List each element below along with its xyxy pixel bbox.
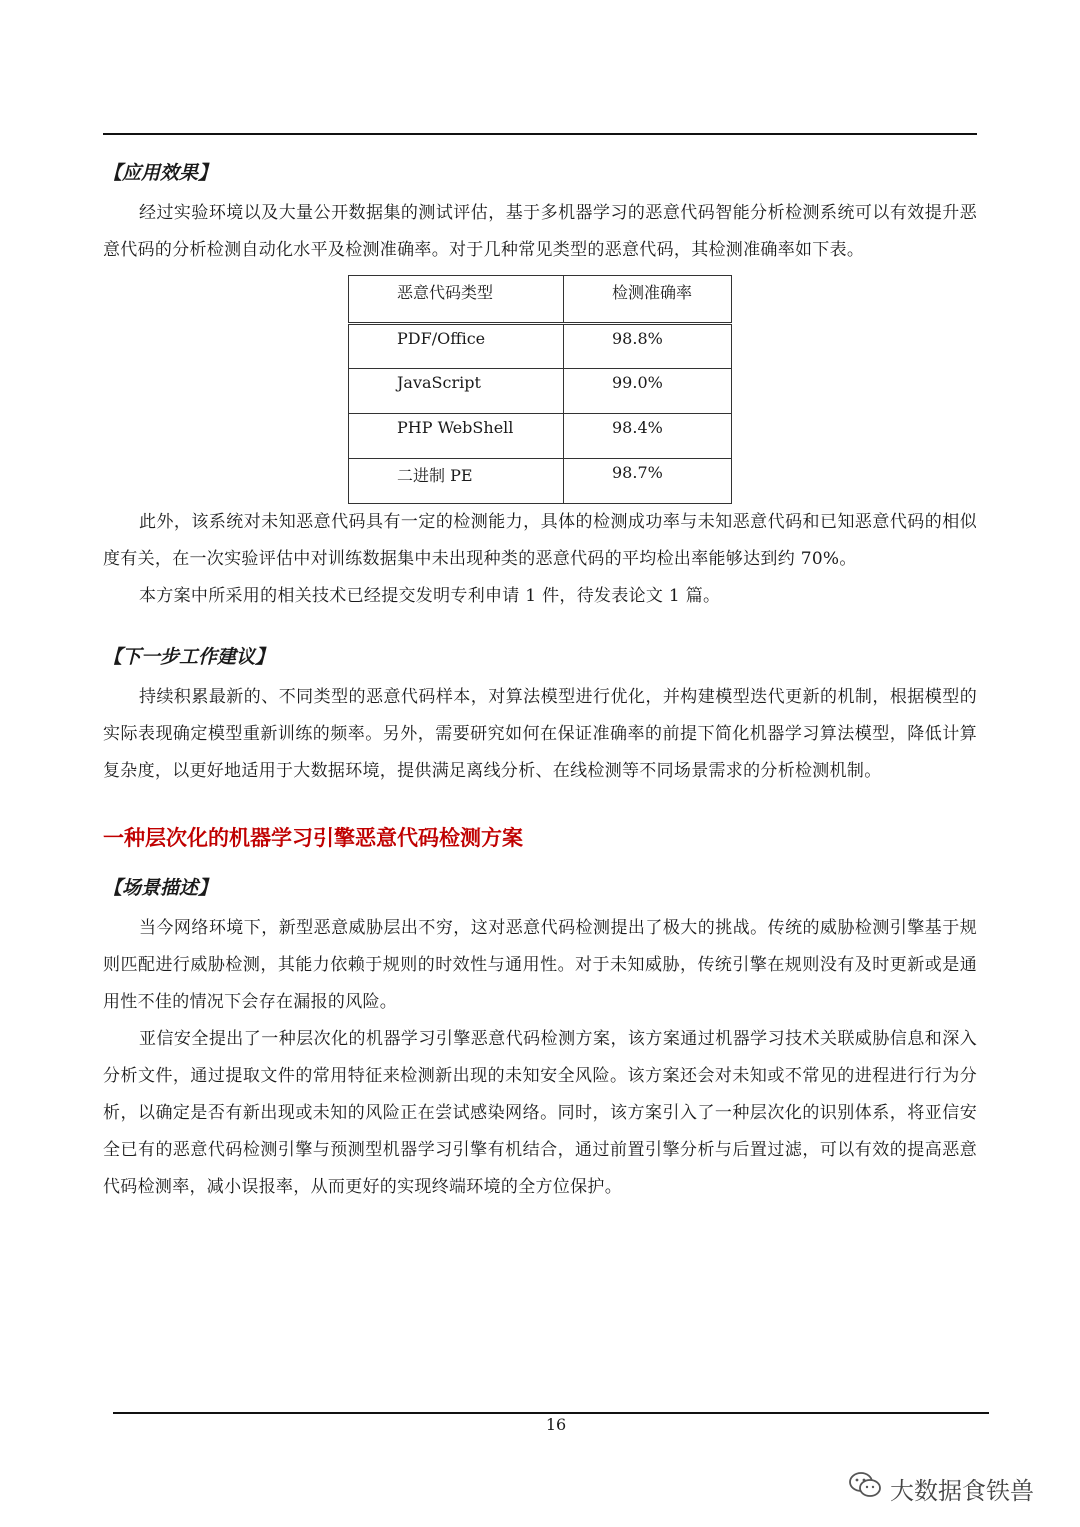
table-cell-accuracy: 98.8%: [564, 324, 732, 369]
page-content: [103, 157, 977, 1206]
watermark-text: 大数据食铁兽: [890, 1476, 1034, 1505]
header-rule: [103, 133, 977, 135]
table-cell-type: 二进制 PE: [349, 459, 564, 504]
table-cell-type: JavaScript: [349, 369, 564, 414]
watermark: [848, 1468, 1034, 1508]
paragraph-unknown-detection: 此外，该系统对未知恶意代码具有一定的检测能力，具体的检测成功率与未知恶意代码和已知恶意代码的相似度有关，在一次实验评估中对训练数据集中未出现种类的恶意代码的平均检出率能够达到约 70%。: [103, 512, 977, 569]
table-cell-type: PHP WebShell: [349, 414, 564, 459]
table-cell-accuracy: 99.0%: [564, 369, 732, 414]
heading-application-effect: 【应用效果】: [103, 162, 218, 184]
paragraph-effect-intro: 经过实验环境以及大量公开数据集的测试评估，基于多机器学习的恶意代码智能分析检测系统可以有效提升恶意代码的分析检测自动化水平及检测准确率。对于几种常见类型的恶意代码，其检测准确率如下表。: [103, 203, 977, 260]
heading-next-steps: 【下一步工作建议】: [103, 646, 275, 668]
footer-rule: [113, 1412, 989, 1414]
table-cell-accuracy: 98.4%: [564, 414, 732, 459]
page-number: 16: [545, 1415, 567, 1434]
table-row: [349, 324, 732, 369]
heading-scenario: 【场景描述】: [103, 877, 218, 899]
table-header-cell: 恶意代码类型: [349, 276, 564, 324]
scheme-title: 一种层次化的机器学习引擎恶意代码检测方案: [103, 826, 523, 850]
table-row: [349, 369, 732, 414]
table-row: [349, 414, 732, 459]
paragraph-scenario-2: 亚信安全提出了一种层次化的机器学习引擎恶意代码检测方案，该方案通过机器学习技术关联威胁信息和深入分析文件，通过提取文件的常用特征来检测新出现的未知安全风险。该方案还会对未知或不常见的进程进行行为分析，以确定是否有新出现或未知的风险正在尝试感染网络。同时，该方案引入了一种层次化的识别体系，将亚信安全已有的恶意代码检测引擎与预测型机器学习引擎有机结合，通过前置引擎分析与后置过滤，可以有效的提高恶意代码检测率，减小误报率，从而更好的实现终端环境的全方位保护。: [103, 1029, 977, 1197]
paragraph-scenario-1: 当今网络环境下，新型恶意威胁层出不穷，这对恶意代码检测提出了极大的挑战。传统的威胁检测引擎基于规则匹配进行威胁检测，其能力依赖于规则的时效性与通用性。对于未知威胁，传统引擎在规则没有及时更新或是通用性不佳的情况下会存在漏报的风险。: [103, 918, 977, 1012]
table-cell-type: PDF/Office: [349, 324, 564, 369]
table-header-cell: 检测准确率: [564, 276, 732, 324]
table-header-row: [349, 276, 732, 324]
table-cell-accuracy: 98.7%: [564, 459, 732, 504]
paragraph-patent: 本方案中所采用的相关技术已经提交发明专利申请 1 件，待发表论文 1 篇。: [139, 586, 721, 606]
wechat-icon: [848, 1471, 882, 1505]
accuracy-table: [348, 275, 732, 504]
table-row: [349, 459, 732, 504]
paragraph-next-steps: 持续积累最新的、不同类型的恶意代码样本，对算法模型进行优化，并构建模型迭代更新的机制，根据模型的实际表现确定模型重新训练的频率。另外，需要研究如何在保证准确率的前提下简化机器学习算法模型，降低计算复杂度，以更好地适用于大数据环境，提供满足离线分析、在线检测等不同场景需求的分析检测机制。: [103, 687, 977, 781]
